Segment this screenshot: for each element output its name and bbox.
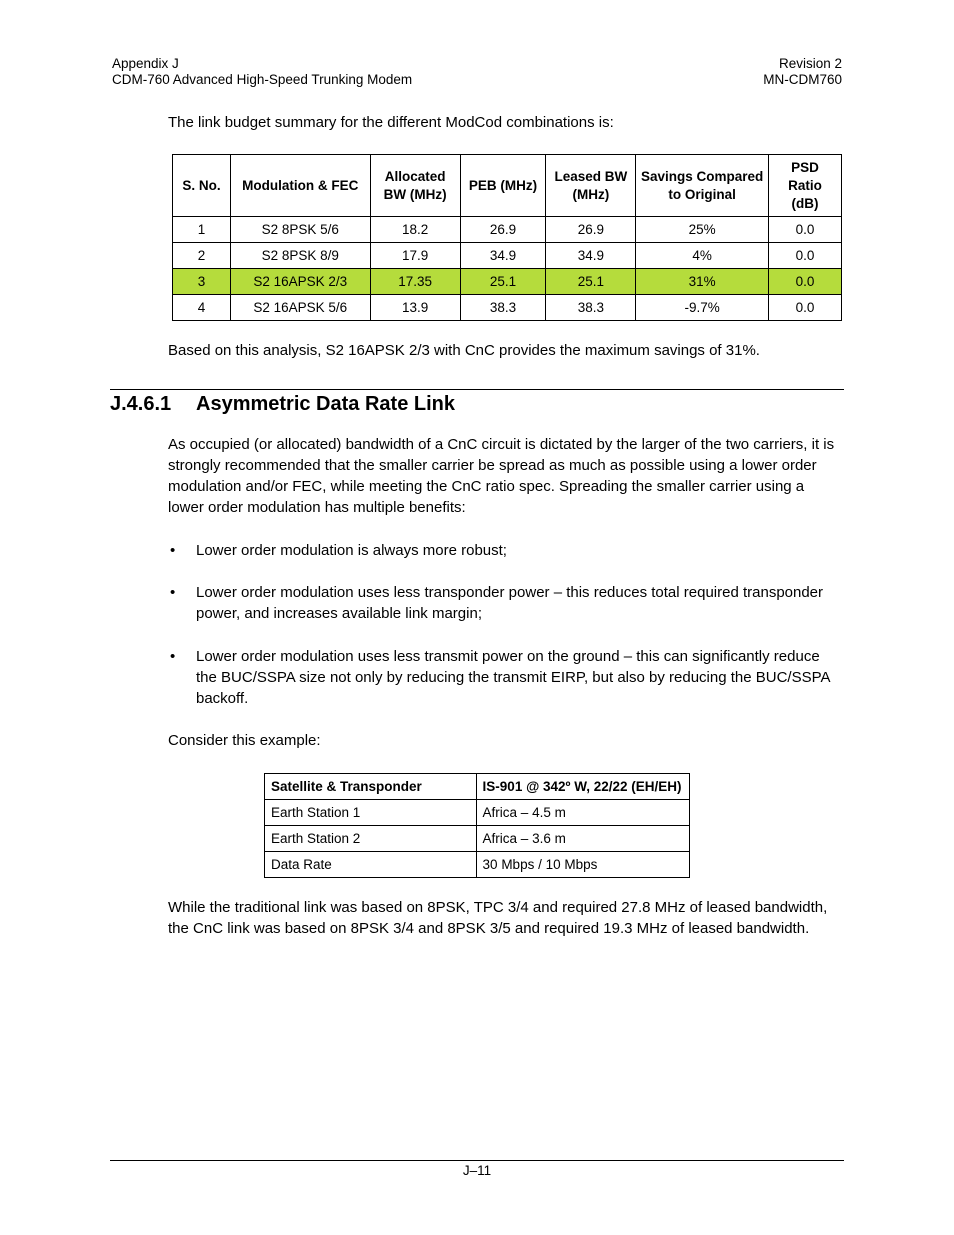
table-cell: 0.0 — [769, 269, 842, 295]
list-item: • Lower order modulation uses less transmit power on the ground – this can significantly reduce the BUC/SSPA size not only by reducing the transmit EIRP, but also by reducing the BUC/SSPA backoff. — [170, 648, 830, 707]
column-header: Modulation & FEC — [230, 155, 370, 217]
table-cell: 26.9 — [546, 217, 636, 243]
table-cell: 30 Mbps / 10 Mbps — [476, 852, 689, 878]
header-revision: Revision 2 — [778, 56, 842, 71]
table-cell: S2 8PSK 8/9 — [230, 243, 370, 269]
table-cell: 4 — [173, 295, 231, 321]
table-cell: 25% — [636, 217, 769, 243]
intro-paragraph: The link budget summary for the different ModCod combinations is: — [168, 114, 614, 131]
table-cell: 25.1 — [460, 269, 546, 295]
table-header-row — [265, 774, 690, 800]
closing-paragraph: While the traditional link was based on 8PSK, TPC 3/4 and required 27.8 MHz of leased bandwidth, the CnC link was based on 8PSK 3/4 and 8PSK 3/5 and required 19.3 MHz of leased bandwidth. — [168, 899, 828, 937]
page-header-right — [763, 56, 842, 88]
table-row — [173, 295, 842, 321]
column-header: PSD Ratio (dB) — [769, 155, 842, 217]
page-number: J–11 — [462, 1163, 492, 1178]
table-cell: Earth Station 1 — [265, 800, 477, 826]
table-cell: 2 — [173, 243, 231, 269]
table-cell: 4% — [636, 243, 769, 269]
table-cell: 18.2 — [370, 217, 460, 243]
header-product: CDM-760 Advanced High-Speed Trunking Modem — [112, 72, 413, 87]
analysis-paragraph: Based on this analysis, S2 16APSK 2/3 with CnC provides the maximum savings of 31%. — [168, 342, 760, 359]
table-cell: S2 8PSK 5/6 — [230, 217, 370, 243]
table-cell: -9.7% — [636, 295, 769, 321]
column-header: Allocated BW (MHz) — [370, 155, 460, 217]
table-row — [265, 826, 690, 852]
header-appendix: Appendix J — [112, 56, 179, 71]
table-row-highlighted — [173, 269, 842, 295]
table-cell: S2 16APSK 2/3 — [230, 269, 370, 295]
table-cell: 38.3 — [460, 295, 546, 321]
table-row — [265, 852, 690, 878]
table-cell: 17.9 — [370, 243, 460, 269]
table-cell: 34.9 — [546, 243, 636, 269]
footer-divider — [110, 1160, 844, 1161]
section-heading — [110, 392, 455, 416]
list-item: • Lower order modulation uses less transponder power – this reduces total required transponder power, and increases available link margin; — [170, 584, 824, 622]
benefits-list — [168, 540, 844, 709]
column-header: Savings Compared to Original — [636, 155, 769, 217]
section-divider — [110, 389, 844, 390]
column-header: Satellite & Transponder — [265, 774, 477, 800]
table-cell: 31% — [636, 269, 769, 295]
table-header-row — [173, 155, 842, 217]
table-cell: 17.35 — [370, 269, 460, 295]
table-cell: Data Rate — [265, 852, 477, 878]
table-cell: 3 — [173, 269, 231, 295]
table-cell: 1 — [173, 217, 231, 243]
section-title: Asymmetric Data Rate Link — [196, 393, 455, 415]
bullet-icon: • — [170, 584, 176, 601]
table-cell: Africa – 4.5 m — [476, 800, 689, 826]
bullet-icon: • — [170, 542, 176, 559]
section-number: J.4.6.1 — [110, 393, 172, 415]
consider-paragraph: Consider this example: — [168, 732, 321, 749]
column-header: PEB (MHz) — [460, 155, 546, 217]
column-header: S. No. — [173, 155, 231, 217]
table-cell: 26.9 — [460, 217, 546, 243]
table-cell: 0.0 — [769, 295, 842, 321]
table-row — [173, 243, 842, 269]
table-row — [173, 217, 842, 243]
page-header-left — [112, 56, 412, 88]
table-cell: 0.0 — [769, 217, 842, 243]
table-row — [265, 800, 690, 826]
table-cell: 38.3 — [546, 295, 636, 321]
table-cell: 34.9 — [460, 243, 546, 269]
table-cell: 25.1 — [546, 269, 636, 295]
example-table — [264, 773, 690, 878]
column-header: IS-901 @ 342º W, 22/22 (EH/EH) — [476, 774, 689, 800]
table-cell: 0.0 — [769, 243, 842, 269]
table-cell: 13.9 — [370, 295, 460, 321]
link-budget-table — [172, 154, 842, 321]
column-header: Leased BW (MHz) — [546, 155, 636, 217]
header-doc-number: MN-CDM760 — [763, 72, 842, 87]
section-paragraph: As occupied (or allocated) bandwidth of a CnC circuit is dictated by the larger of the two carriers, it is strongly recommended that the smaller carrier be spread as much as possible using a lower order modulation and/or FEC, while meeting the CnC ratio spec. Spreading the smaller carrier using a lower order modulation has multiple benefits: — [168, 436, 835, 516]
table-cell: Earth Station 2 — [265, 826, 477, 852]
table-cell: Africa – 3.6 m — [476, 826, 689, 852]
bullet-icon: • — [170, 648, 176, 665]
table-cell: S2 16APSK 5/6 — [230, 295, 370, 321]
list-item: • Lower order modulation is always more robust; — [170, 542, 507, 559]
